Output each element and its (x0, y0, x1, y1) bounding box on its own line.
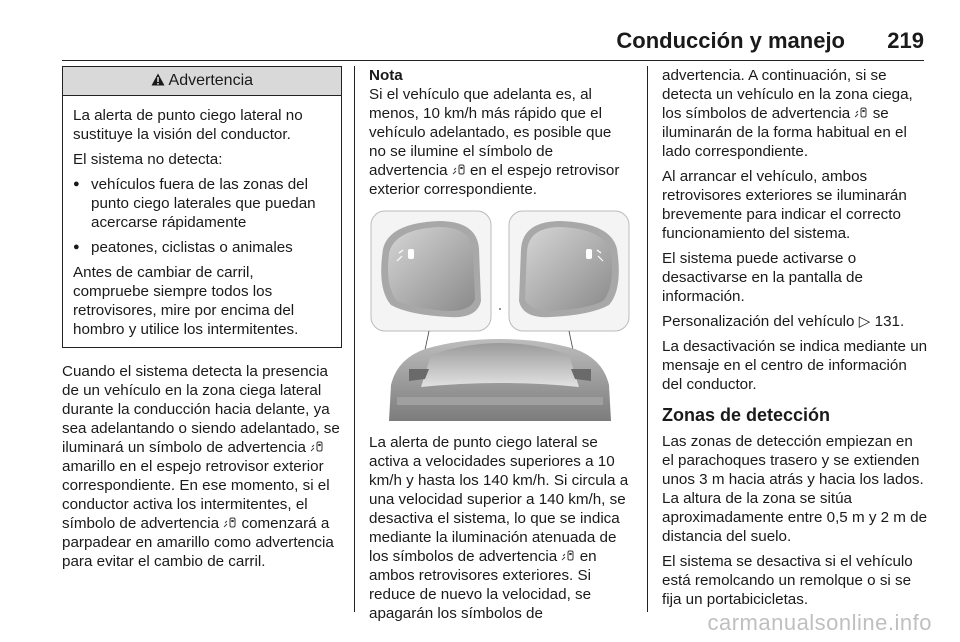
note-title: Nota (369, 67, 403, 84)
body-paragraph: Al arrancar el vehículo, ambos retrovisores exteriores se iluminarán brevemente para indicar el correcto funcionamiento del sistema. (662, 168, 907, 242)
warning-title: Advertencia (168, 72, 254, 89)
body-paragraph: Personalización del vehículo ▷ 131. (662, 313, 905, 330)
note-text: Si el vehículo que adelanta es, al menos, 10 km/h más rápido que el vehículo adelantado, es posible que no se ilumine el símbolo de advertencia en el espejo retrovisor exterior correspondiente. (369, 86, 620, 198)
warning-header (63, 67, 341, 96)
body-paragraph: advertencia. A continuación, si se detecta un vehículo en la zona ciega, los símbolos de advertencia se iluminarán de la forma habitual en el lado correspondiente. (662, 67, 913, 160)
column-3 (662, 66, 928, 615)
section-heading: Zonas de detección (662, 405, 831, 425)
warning-body (63, 96, 341, 347)
chapter-title: Conducción y manejo (616, 28, 845, 53)
blind-spot-warning-icon (223, 515, 237, 527)
mirrors-illustration (369, 209, 631, 421)
body-paragraph: La alerta de punto ciego lateral se activa a velocidades superiores a 10 km/h y hasta los 140 km/h. Si circula a una velocidad superior a 140 km/h, se desactiva el sistema, lo que se indica mediante la iluminación atenuada de los símbolos de advertencia en ambos retrovisores exteriores. Si reduce de nuevo la velocidad, se apagarán los símbolos de (369, 434, 629, 622)
body-paragraph: Cuando el sistema detecta la presencia de un vehículo en la zona ciega lateral durante la conducción hacia delante, ya sea adelantando o siendo adelantado, se iluminará un símbolo de advertencia amarillo en el espejo retrovisor exterior correspondiente. En ese momento, si el conductor activa los intermitentes, el símbolo de advertencia comenzará a parpadear en amarillo como advertencia para evitar el cambio de carril. (62, 363, 340, 570)
page-reference-icon: ▷ (858, 313, 871, 330)
list-item: ● peatones, ciclistas o animales (73, 238, 333, 257)
blind-spot-warning-icon (310, 439, 324, 451)
column-divider-2 (647, 66, 648, 612)
warning-list (73, 175, 333, 257)
watermark: carmanualsonline.info (707, 610, 932, 635)
blind-spot-warning-icon (854, 105, 868, 117)
note-block (369, 66, 631, 199)
body-paragraph: El sistema puede activarse o desactivarse en la pantalla de información. (662, 250, 863, 305)
column-1 (62, 66, 342, 577)
list-item: ● vehículos fuera de las zonas del punto ciego laterales que puedan acercarse rápidamente (73, 175, 333, 232)
warning-paragraph-2: El sistema no detecta: (73, 151, 223, 168)
page-reference-link[interactable]: 131 (874, 313, 900, 330)
blind-spot-warning-icon (561, 548, 575, 560)
body-paragraph: La desactivación se indica mediante un mensaje en el centro de información del conductor. (662, 338, 928, 393)
column-2 (369, 66, 631, 629)
column-divider-1 (354, 66, 355, 612)
header-rule (62, 60, 924, 61)
body-paragraph: El sistema se desactiva si el vehículo está remolcando un remolque o si se fija un portabicicletas. (662, 553, 913, 608)
warning-box (62, 66, 342, 348)
warning-paragraph-1: La alerta de punto ciego lateral no sustituye la visión del conductor. (73, 107, 303, 143)
blind-spot-warning-icon (452, 162, 466, 174)
page-header (0, 18, 960, 58)
page-number: 219 (887, 28, 924, 53)
warning-triangle-icon (151, 72, 169, 89)
warning-paragraph-3: Antes de cambiar de carril, compruebe siempre todos los retrovisores, mire por encima del hombro y utilice los intermitentes. (73, 264, 299, 338)
body-paragraph: Las zonas de detección empiezan en el parachoques trasero y se extienden unos 3 m hacia atrás y hacia los lados. La altura de la zona se sitúa aproximadamente entre 0,5 m y 2 m de distancia del suelo. (662, 433, 928, 545)
